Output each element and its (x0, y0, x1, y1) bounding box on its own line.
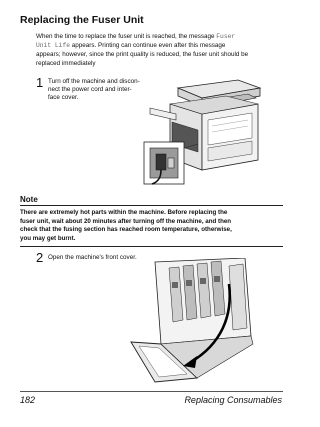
intro-text-after-message: appears. Printing can continue even after this message (70, 41, 226, 49)
note-heading: Note (20, 195, 38, 204)
note-line: fuser unit, wait about 20 minutes after turning off the machine, and then (20, 217, 232, 225)
printer-illustration (140, 78, 265, 188)
message-text-unit-life: Unit Life (36, 41, 71, 49)
note-line: you may get burnt. (20, 234, 76, 242)
step-1-line: face cover. (48, 94, 79, 102)
note-body (20, 209, 282, 243)
note-line: check that the fusing section has reached room temperature, otherwise, (20, 226, 232, 234)
intro-line-1 (36, 33, 282, 42)
step-1-line: nect the power cord and inter- (48, 86, 132, 94)
message-text-fuser: Fuser (216, 33, 236, 40)
footer-rule (20, 391, 283, 392)
intro-line-2 (36, 42, 282, 51)
page-number: 182 (20, 395, 36, 405)
step-2-line: Open the machine's front cover. (48, 254, 137, 261)
intro-paragraph (36, 33, 282, 69)
step-2-number: 2 (36, 250, 44, 265)
intro-text-start: When the time to replace the fuser unit is reached, the message (36, 33, 217, 40)
page-title: Replacing the Fuser Unit (20, 14, 144, 26)
step-1-text (48, 78, 148, 103)
footer-chapter-title: Replacing Consumables (184, 395, 282, 405)
step-1-line: Turn off the machine and discon- (48, 78, 140, 85)
intro-line-3: appears; however, since the print quality is reduced, the fuser unit should be (36, 50, 249, 58)
note-bottom-rule (20, 246, 283, 247)
note-top-rule (20, 205, 283, 206)
step-1-number: 1 (36, 75, 44, 90)
front-cover-illustration (125, 258, 255, 383)
intro-line-4: replaced immediately (36, 59, 96, 67)
note-line: There are extremely hot parts within the machine. Before replacing the (20, 209, 228, 216)
